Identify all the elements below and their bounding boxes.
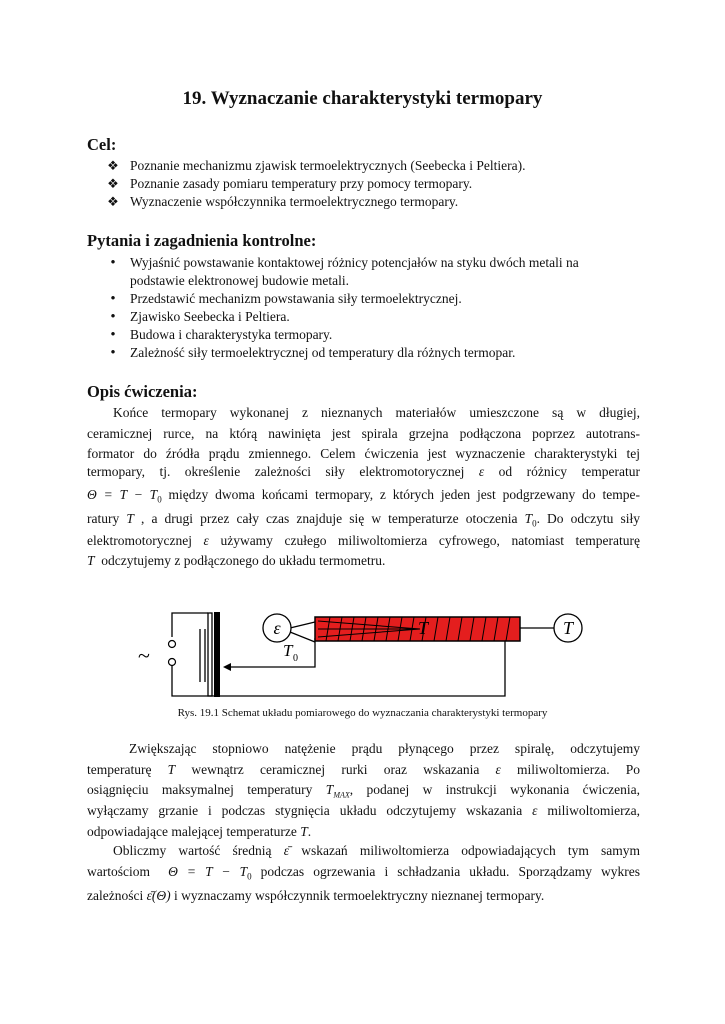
t-inner-label: T [417,618,429,638]
paragraph-line: odpowiadające malejącej temperaturze T. [87,824,312,839]
tmax-symbol: $T_{MAX}$ [325,782,350,800]
ac-source-tilde: ~ [138,643,150,668]
paragraph-line: elektromotorycznej ε używamy czułego miliwoltomierza cyfrowego, natomiast temperaturę [87,533,641,548]
paragraph-line: osiągnięciu maksymalnej temperatury $T_{MAX}$, podanej w instrukcji wykonania ćwiczenia, [87,782,640,800]
paragraph-line: Końce termopary wykonanej z nieznanych materiałów umieszczone są w długiej, [113,405,640,420]
t0-label: T [283,641,293,660]
paragraph-line: zależności ε̄(Θ) i wyznaczamy współczynnik termoelektryczny nieznanej termopary. [87,888,545,903]
autotransformer-frame [208,613,212,696]
paragraph-line: T odczytujemy z podłączonego do układu termometru. [87,553,386,568]
diamond-bullet-icon: ❖ [107,158,119,173]
wire [172,613,208,637]
terminal-icon [169,641,176,648]
cel-item: ❖ Poznanie zasady pomiaru temperatury przy pomocy termopary. [107,176,473,191]
pytania-item: • Przedstawić mechanizm powstawania siły termoelektrycznej. [130,290,650,308]
paragraph-line: ratury T , a drugi przez cały czas znajduje się w temperaturze otoczenia $T_0$. Do odczytu siły [87,511,641,529]
cel-item: ❖ Wyznaczenie współczynnika termoelektrycznego termopary. [107,194,459,209]
pytania-item: • Wyjaśnić powstawanie kontaktowej różnicy potencjałów na styku dwóch metali na podstawie elektronowej budowie metali. [130,254,650,290]
cel-heading: Cel: [87,135,117,154]
paragraph-line: formator do źródła prądu zmiennego. Celem ćwiczenia jest wyznaczenie charakterystyki tej [87,446,640,461]
bullet-icon: • [110,327,116,343]
paragraph-line: Zwiększając stopniowo natężenie prądu płynącego przez spiralę, odczytujemy [129,741,640,756]
diamond-bullet-icon: ❖ [107,176,119,191]
t0-symbol: $T_0$ [524,511,537,529]
paragraph-line: termopary, tj. określenie zależności siły elektromotorycznej ε od różnicy temperatur [87,464,640,479]
circuit-diagram [130,600,600,705]
pytania-item: • Zjawisko Seebecka i Peltiera. [130,308,650,326]
arrow-icon [223,663,231,671]
paragraph-line: Obliczmy wartość średnią ε̄ wskazań miliwoltomierza odpowiadających tym samym [113,843,641,858]
page-title: 19. Wyznaczanie charakterystyki termopary [182,88,543,109]
pytania-heading: Pytania i zagadnienia kontrolne: [87,231,317,250]
t-right-label: T [562,618,574,638]
autotransformer-core [214,612,220,697]
paragraph-line: $\Theta = T - T_0$ między dwoma końcami termopary, z których jeden jest podgrzewany do tempe- [87,487,640,505]
bullet-icon: • [110,345,116,361]
bullet-icon: • [110,291,116,307]
t0-sub-label: 0 [293,653,298,664]
opis-heading: Opis ćwiczenia: [87,382,198,401]
cel-item: ❖ Poznanie mechanizmu zjawisk termoelektrycznych (Seebecka i Peltiera). [107,158,526,173]
pytania-item: • Budowa i charakterystyka termopary. [130,326,650,344]
diamond-bullet-icon: ❖ [107,194,119,209]
theta-formula: $\Theta = T - T_0$ [168,864,252,882]
paragraph-line: wartościom $\Theta = T - T_0$ podczas ogrzewania i schładzania układu. Sporządzamy wykres [87,864,641,882]
terminal-icon [169,659,176,666]
paragraph-line: temperaturę T wewnątrz ceramicznej rurki oraz wskazania ε miliwoltomierza. Po [87,762,641,777]
eps-label: ε [273,618,281,638]
theta-formula: $\Theta = T - T_0$ [87,487,162,505]
figure-caption: Rys. 19.1 Schemat układu pomiarowego do wyznaczania charakterystyki termopary [177,707,548,719]
pytania-item: • Zależność siły termoelektrycznej od temperatury dla różnych termopar. [130,344,650,362]
paragraph-line: wyłączamy grzanie i podczas stygnięcia układu odczytujemy wskazania ε miliwoltomierza, [87,803,641,818]
bullet-icon: • [110,309,116,325]
bullet-icon: • [110,255,116,271]
paragraph-line: ceramicznej rurce, na którą nawinięta jest spirala grzejna podłączona poprzez autotrans- [87,426,640,441]
